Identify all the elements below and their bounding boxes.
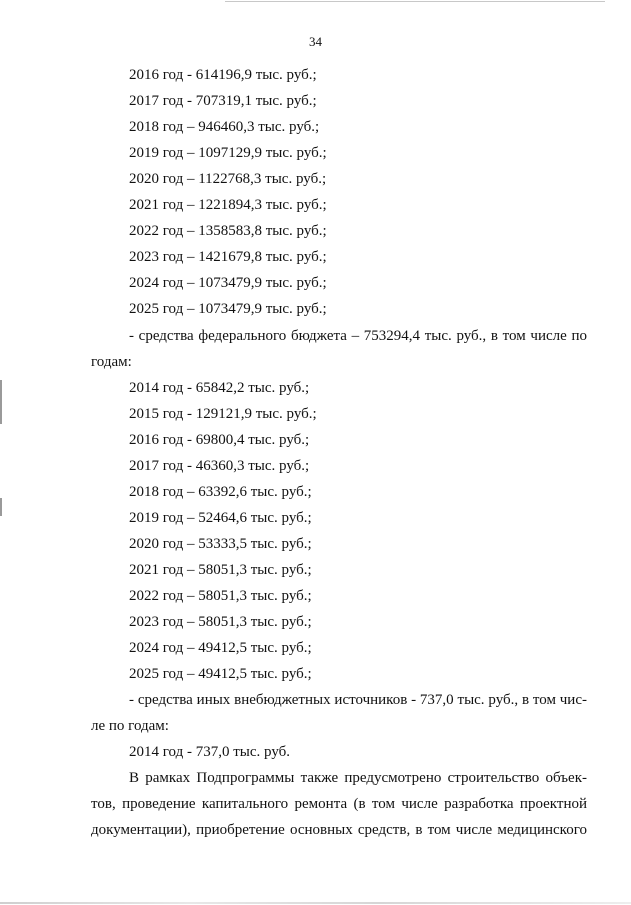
list-item: 2025 год – 49412,5 тыс. руб.;: [129, 666, 312, 682]
list-item: 2016 год - 614196,9 тыс. руб.;: [129, 67, 317, 83]
paragraph-line: тов, проведение капитального ремонта (в том числе разработка проектной: [91, 796, 587, 812]
list-item: 2017 год - 46360,3 тыс. руб.;: [129, 458, 310, 474]
list-item: 2016 год - 69800,4 тыс. руб.;: [129, 432, 310, 448]
list-item: 2021 год – 1221894,3 тыс. руб.;: [129, 197, 327, 213]
list-item: 2022 год – 58051,3 тыс. руб.;: [129, 588, 312, 604]
list-item: 2021 год – 58051,3 тыс. руб.;: [129, 562, 312, 578]
margin-mark: [0, 498, 2, 516]
list-item: 2019 год – 1097129,9 тыс. руб.;: [129, 145, 327, 161]
list-item: 2014 год - 65842,2 тыс. руб.;: [129, 380, 310, 396]
scan-edge-bottom: [0, 902, 631, 904]
list-item: 2024 год – 1073479,9 тыс. руб.;: [129, 275, 327, 291]
federal-budget-text-cont: годам:: [91, 354, 132, 370]
list-item: 2023 год – 58051,3 тыс. руб.;: [129, 614, 312, 630]
list-item: 2018 год – 946460,3 тыс. руб.;: [129, 119, 320, 135]
list-item: 2020 год – 53333,5 тыс. руб.;: [129, 536, 312, 552]
list-item: 2020 год – 1122768,3 тыс. руб.;: [129, 171, 327, 187]
extrabudget-text: - средства иных внебюджетных источников - 737,0 тыс. руб., в том чис-: [129, 692, 587, 708]
federal-budget-text: - средства федерального бюджета – 753294,4 тыс. руб., в том числе по: [129, 328, 587, 344]
list-item: 2015 год - 129121,9 тыс. руб.;: [129, 406, 317, 422]
scan-edge-top: [225, 1, 605, 2]
list-item: 2022 год – 1358583,8 тыс. руб.;: [129, 223, 327, 239]
extrabudget-text-cont: ле по годам:: [91, 718, 169, 734]
list-item: 2018 год – 63392,6 тыс. руб.;: [129, 484, 312, 500]
list-item: 2014 год - 737,0 тыс. руб.: [129, 744, 291, 760]
paragraph-line: документации), приобретение основных средств, в том числе медицинского: [91, 822, 587, 838]
list-item: 2023 год – 1421679,8 тыс. руб.;: [129, 249, 327, 265]
paragraph-line: В рамках Подпрограммы также предусмотрено строительство объек-: [129, 770, 587, 786]
margin-mark: [0, 380, 2, 424]
list-item: 2024 год – 49412,5 тыс. руб.;: [129, 640, 312, 656]
page-number: 34: [309, 34, 322, 49]
list-item: 2025 год – 1073479,9 тыс. руб.;: [129, 301, 327, 317]
list-item: 2019 год – 52464,6 тыс. руб.;: [129, 510, 312, 526]
list-item: 2017 год - 707319,1 тыс. руб.;: [129, 93, 317, 109]
